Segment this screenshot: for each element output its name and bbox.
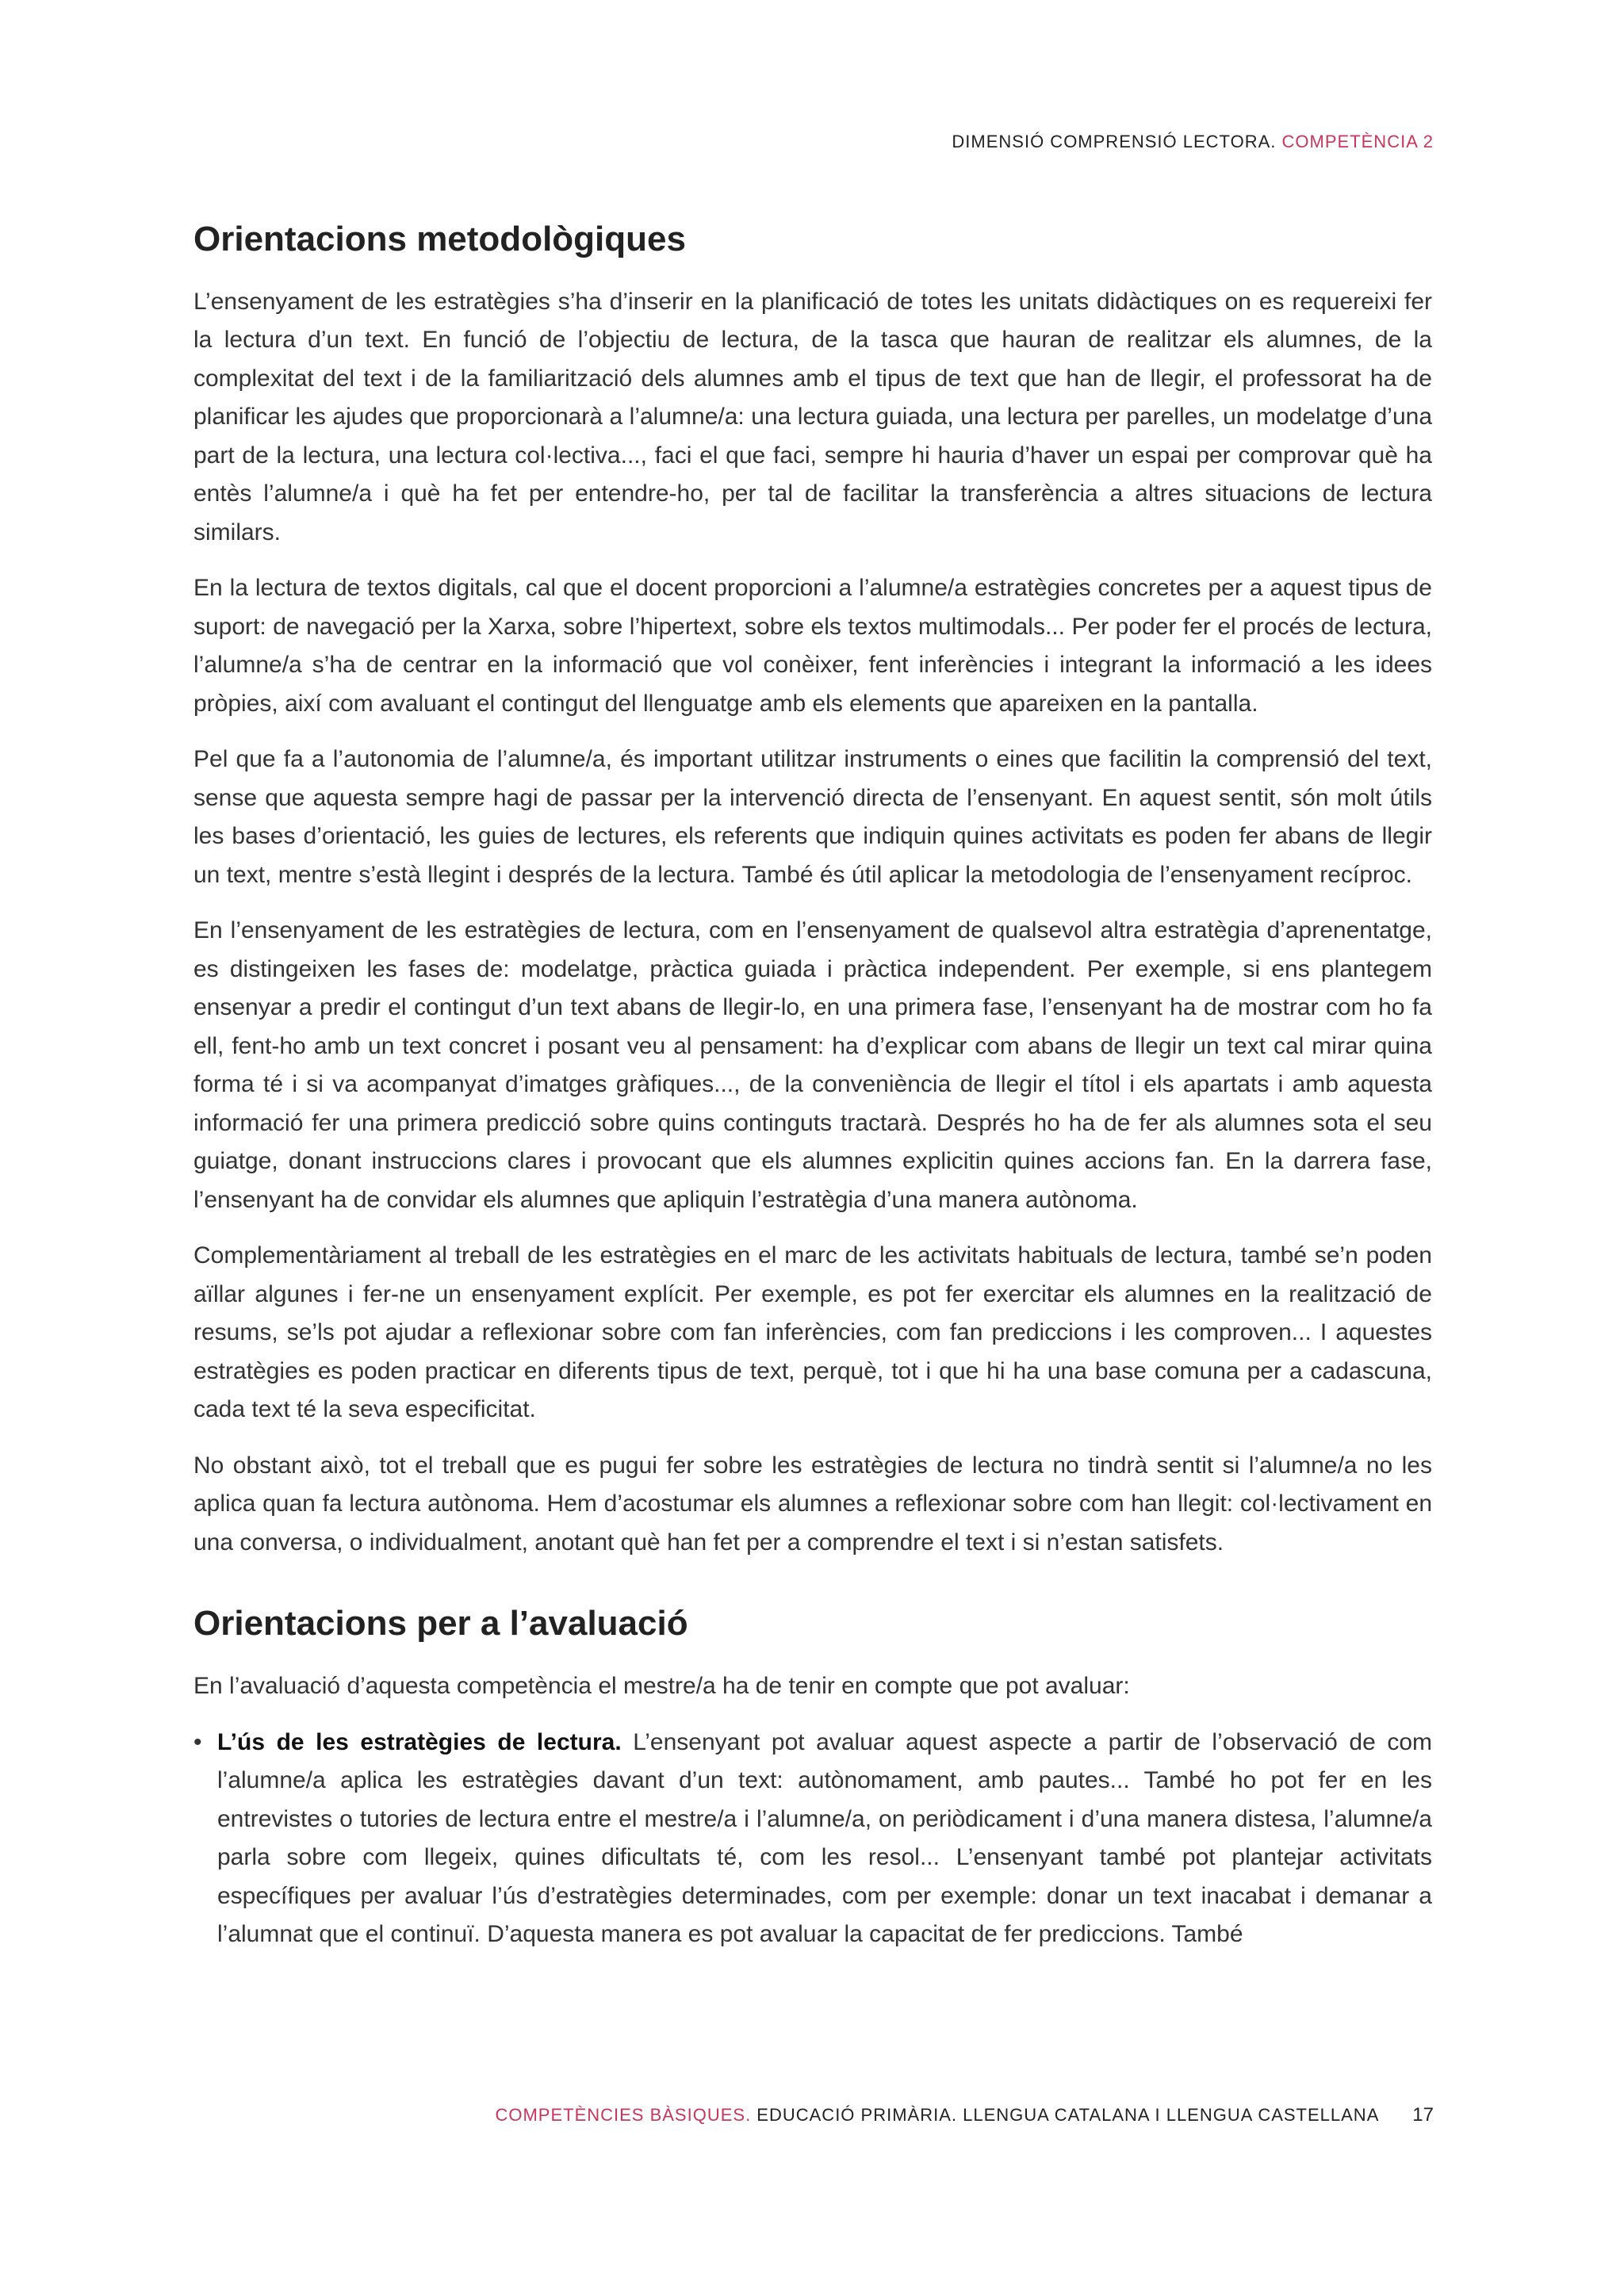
running-head-main: DIMENSIÓ COMPRENSIÓ LECTORA. xyxy=(952,132,1277,151)
footer-title: EDUCACIÓ PRIMÀRIA. LLENGUA CATALANA I LLENGUA CASTELLANA xyxy=(751,2105,1379,2125)
section-title-methodological: Orientacions metodològiques xyxy=(193,220,686,258)
list-item-heading: L’ús de les estratègies de lectura. xyxy=(217,1728,622,1755)
page-number: 17 xyxy=(1412,2104,1434,2126)
running-head xyxy=(952,132,1434,152)
paragraph: En l’ensenyament de les estratègies de lectura, com en l’ensenyament de qualsevol altra estratègia d’aprenentatge, es distingeixen les fases de: modelatge, pràctica guiada i pràctica independent. Per exemple, si ens plantegem ensenyar a predir el contingut d’un text abans de llegir-lo, en una primera fase, l’ensenyant ha de mostrar com ho fa ell, fent-ho amb un text concret i posant veu al pensament: ha d’explicar com abans de llegir un text cal mirar quina forma té i si va acompanyat d’imatges gràfiques..., de la conveniència de llegir el títol i els apartats i amb aquesta informació fer una primera predicció sobre quins continguts tractarà. Després ho ha de fer als alumnes sota el seu guiatge, donant instruccions clares i provocant que els alumnes explicitin quines accions fan. En la darrera fase, l’ensenyant ha de convidar els alumnes que apliquin l’estratègia d’una manera autònoma. xyxy=(193,917,1432,1213)
list-item xyxy=(193,1724,1432,1954)
section-spacer xyxy=(193,1579,1432,1603)
running-head-accent: COMPETÈNCIA 2 xyxy=(1281,132,1434,151)
list-item-text: L’ensenyant pot avaluar aquest aspecte a partir de l’observació de com l’alumne/a aplica les estratègies davant d’un text: autònomament, amb pautes... També ho pot fer en les entrevistes o tutories de lectura entre el mestre/a i l’alumne/a, on periòdicament i d’una manera distesa, l’alumne/a parla sobre com llegeix, quines dificultats té, com les resol... L’ensenyant també pot plantejar activitats específiques per avaluar l’ús d’estratègies determinades, com per exemple: donar un text inacabat i demanar a l’alumnat que el continuï. D’aquesta manera es pot avaluar la capacitat de fer prediccions. També xyxy=(217,1728,1432,1948)
paragraph: Complementàriament al treball de les estratègies en el marc de les activitats habituals de lectura, també se’n poden aïllar algunes i fer-ne un ensenyament explícit. Per exemple, es pot fer exercitar els alumnes en la realització de resums, se’ls pot ajudar a reflexionar sobre com fan inferències, com fan prediccions i les comproven... I aquestes estratègies es poden practicar en diferents tipus de text, perquè, tot i que hi ha una base comuna per a cadascuna, cada text té la seva especificitat. xyxy=(193,1242,1432,1423)
paragraph: L’ensenyament de les estratègies s’ha d’inserir en la planificació de totes les unitats didàctiques on es requereixi fer la lectura d’un text. En funció de l’objectiu de lectura, de la tasca que hauran de realitzar els alumnes, de la complexitat del text i de la familiarització dels alumnes amb el tipus de text que han de llegir, el professorat ha de planificar les ajudes que proporcionarà a l’alumne/a: una lectura guiada, una lectura per parelles, un modelatge d’una part de la lectura, una lectura col·lectiva..., faci el que faci, sempre hi hauria d’haver un espai per comprovar què ha entès l’alumne/a i què ha fet per entendre-ho, per tal de facilitar la transferència a altres situacions de lectura similars. xyxy=(193,288,1432,545)
evaluation-intro: En l’avaluació d’aquesta competència el mestre/a ha de tenir en compte que pot avaluar: xyxy=(193,1673,1130,1700)
bullet-icon: • xyxy=(193,1728,202,1755)
footer-accent: COMPETÈNCIES BÀSIQUES. xyxy=(495,2105,752,2125)
section-title-evaluation: Orientacions per a l’avaluació xyxy=(193,1604,688,1644)
paragraph: No obstant això, tot el treball que es pugui fer sobre les estratègies de lectura no tindrà sentit si l’alumne/a no les aplica quan fa lectura autònoma. Hem d’acostumar els alumnes a reflexionar sobre com han llegit: col·lectivament en una conversa, o individualment, anotant què han fet per a comprendre el text i si n’estan satisfets. xyxy=(193,1452,1432,1556)
evaluation-list xyxy=(193,1724,1432,1954)
page-content xyxy=(193,219,1432,1954)
page-footer xyxy=(495,2104,1434,2126)
paragraph: Pel que fa a l’autonomia de l’alumne/a, és important utilitzar instruments o eines que facilitin la comprensió del text, sense que aquesta sempre hagi de passar per la intervenció directa de l’ensenyant. En aquest sentit, són molt útils les bases d’orientació, les guies de lectures, els referents que indiquin quines activitats es poden fer abans de llegir un text, mentre s’està llegint i després de la lectura. També és útil aplicar la metodologia de l’ensenyament recíproc. xyxy=(193,746,1432,888)
paragraph: En la lectura de textos digitals, cal que el docent proporcioni a l’alumne/a estratègies concretes per a aquest tipus de suport: de navegació per la Xarxa, sobre l’hipertext, sobre els textos multimodals... Per poder fer el procés de lectura, l’alumne/a s’ha de centrar en la informació que vol conèixer, fent inferències i integrant la informació a les idees pròpies, així com avaluant el contingut del llenguatge amb els elements que apareixen en la pantalla. xyxy=(193,575,1432,717)
